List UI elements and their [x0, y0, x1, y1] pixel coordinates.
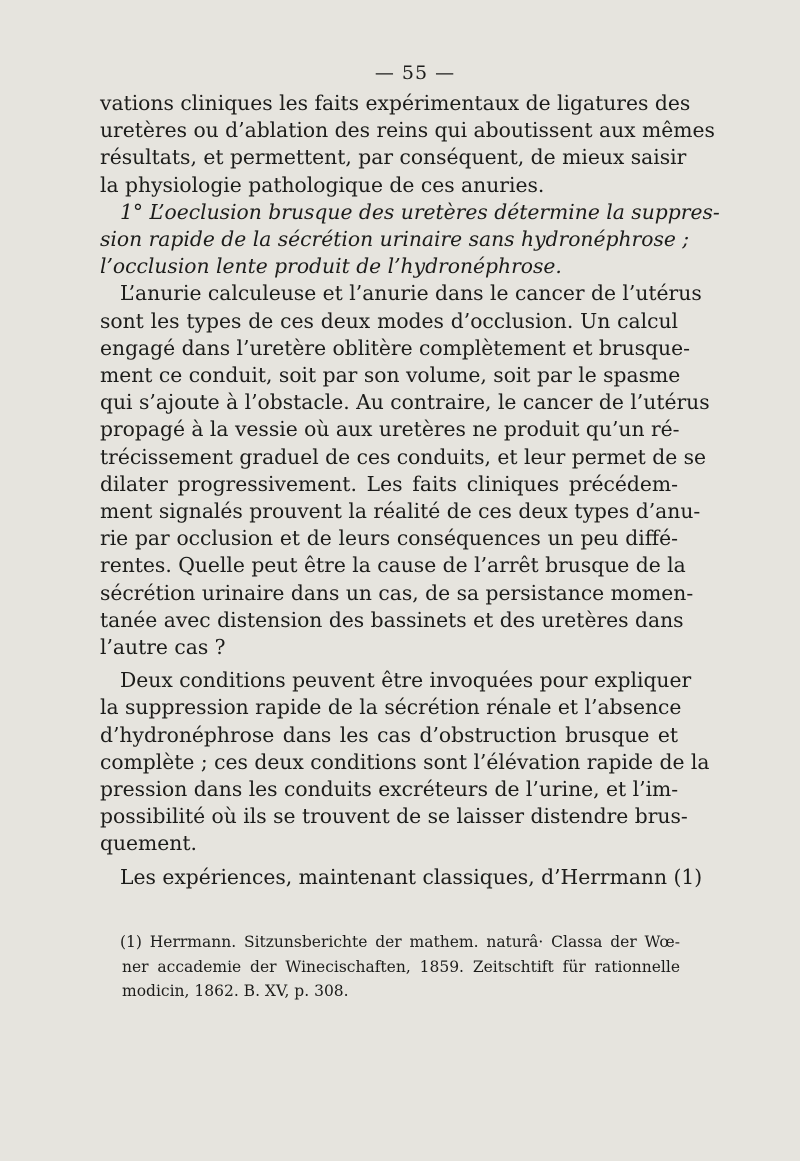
- paragraph: [100, 864, 703, 891]
- paragraph: [100, 280, 710, 661]
- text-line: possibilité où ils se trouvent de se laisser distendre brus-: [100, 804, 688, 829]
- text-line: sont les types de ces deux modes d’occlusion. Un calcul: [100, 308, 678, 333]
- text-line: complète ; ces deux conditions sont l’élévation rapide de la: [100, 749, 710, 774]
- text-line: 1° L’oeclusion brusque des uretères détermine la suppres-: [120, 199, 720, 224]
- text-line: rie par occlusion et de leurs conséquences un peu diffé-: [100, 526, 678, 551]
- text-line: qui s’ajoute à l’obstacle. Au contraire, le cancer de l’utérus: [100, 390, 710, 415]
- footnote-line: (1) Herrmann. Sitzunsberichte der mathem. naturâ· Classa der Wœ-: [120, 933, 680, 951]
- text-line: L’anurie calculeuse et l’anurie dans le cancer de l’utérus: [120, 281, 702, 306]
- text-line: l’autre cas ?: [100, 635, 226, 660]
- text-line: la physiologie pathologique de ces anuries.: [100, 172, 545, 197]
- text-line: sécrétion urinaire dans un cas, de sa persistance momen-: [100, 580, 694, 605]
- text-line: sion rapide de la sécrétion urinaire sans hydronéphrose ;: [100, 227, 690, 252]
- text-line: propagé à la vessie où aux uretères ne produit qu’un ré-: [100, 417, 680, 442]
- text-line: engagé dans l’uretère oblitère complètement et brusque-: [100, 335, 690, 360]
- text-line: quement.: [100, 831, 197, 856]
- text-line: ment ce conduit, soit par son volume, soit par le spasme: [100, 363, 681, 388]
- text-line: uretères ou d’ablation des reins qui aboutissent aux mêmes: [100, 118, 715, 143]
- footnote-line: ner accademie der Winecischaften, 1859. Zeitschtift für rationnelle: [122, 957, 680, 976]
- text-line: Deux conditions peuvent être invoquées pour expliquer: [120, 668, 692, 693]
- text-line: l’occlusion lente produit de l’hydronéphrose.: [100, 254, 562, 279]
- paragraph: [100, 667, 710, 857]
- text-line: rentes. Quelle peut être la cause de l’arrêt brusque de la: [100, 553, 686, 578]
- text-line: ment signalés prouvent la réalité de ces deux types d’anu-: [100, 499, 701, 524]
- text-line: tanée avec distension des bassinets et des uretères dans: [100, 607, 684, 632]
- italic-proposition: [100, 199, 720, 281]
- footnote-line: modicin, 1862. B. XV, p. 308.: [122, 982, 349, 1000]
- text-line: d’hydronéphrose dans les cas d’obstruction brusque et: [100, 722, 678, 747]
- body-text: [100, 90, 720, 891]
- text-line: trécissement graduel de ces conduits, et leur permet de se: [100, 444, 707, 469]
- text-line: dilater progressivement. Les faits cliniques précédem-: [100, 471, 678, 496]
- paragraph: [100, 90, 715, 199]
- text-line: résultats, et permettent, par conséquent, de mieux saisir: [100, 145, 687, 170]
- footnotes: [120, 930, 680, 1004]
- text-line: la suppression rapide de la sécrétion rénale et l’absence: [100, 695, 682, 720]
- page-number: — 55 —: [374, 62, 456, 84]
- text-line: pression dans les conduits excréteurs de l’urine, et l’im-: [100, 777, 679, 802]
- text-line: Les expériences, maintenant classiques, d’Herrmann (1): [120, 864, 703, 889]
- text-line: vations cliniques les faits expérimentaux de ligatures des: [100, 91, 691, 115]
